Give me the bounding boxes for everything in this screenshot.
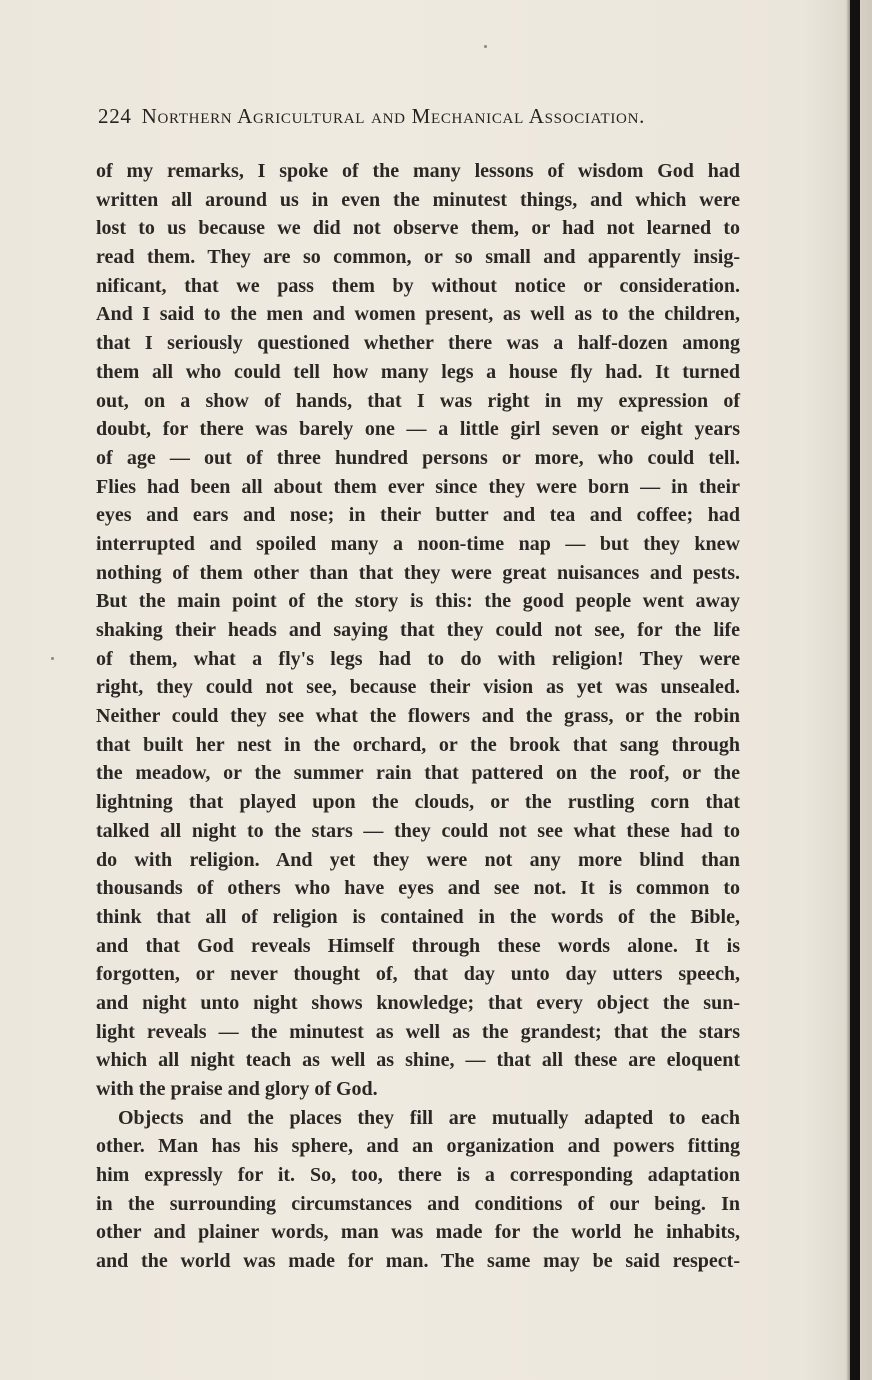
text-line: that I seriously questioned whether there was a half-dozen among [96, 332, 740, 355]
running-header [98, 102, 748, 130]
text-line: and the world was made for man. The same may be said respect- [96, 1250, 740, 1273]
text-line: that built her nest in the orchard, or the brook that sang through [96, 733, 740, 756]
text-line: of them, what a fly's legs had to do with religion! They were [96, 647, 740, 670]
running-title: Northern Agricultural and Mechanical Association. [141, 104, 646, 128]
text-line: lost to us because we did not observe them, or had not learned to [96, 217, 740, 240]
text-line: do with religion. And yet they were not any more blind than [96, 848, 740, 871]
text-line: forgotten, or never thought of, that day unto day utters speech, [96, 963, 740, 986]
text-line: them all who could tell how many legs a house fly had. It turned [96, 360, 740, 383]
text-line: of my remarks, I spoke of the many lessons of wisdom God had [96, 160, 740, 182]
text-line: written all around us in even the minutest things, and which were [96, 188, 740, 211]
text-line: interrupted and spoiled many a noon-time nap — but they knew [96, 532, 740, 555]
page-number: 224 [98, 104, 132, 128]
text-line: think that all of religion is contained in the words of the Bible, [96, 905, 740, 928]
text-line: other and plainer words, man was made for the world he inhabits, [96, 1221, 740, 1244]
text-line: and that God reveals Himself through these words alone. It is [96, 934, 740, 957]
text-line: in the surrounding circumstances and conditions of our being. In [96, 1192, 740, 1215]
text-line: the meadow, or the summer rain that pattered on the roof, or the [96, 762, 740, 785]
text-line: But the main point of the story is this: the good people went away [96, 590, 740, 613]
text-line: Neither could they see what the flowers and the grass, or the robin [96, 705, 740, 728]
text-line: doubt, for there was barely one — a little girl seven or eight years [96, 418, 740, 441]
text-line: Flies had been all about them ever since they were born — in their [96, 475, 740, 498]
text-line: lightning that played upon the clouds, or the rustling corn that [96, 791, 740, 814]
text-line: shaking their heads and saying that they could not see, for the life [96, 619, 740, 641]
text-line: nificant, that we pass them by without notice or consideration. [96, 274, 740, 297]
text-line: talked all night to the stars — they could not see what these had to [96, 819, 740, 842]
text-line: eyes and ears and nose; in their butter and tea and coffee; had [96, 504, 740, 527]
paragraph-start-line: Objects and the places they fill are mutually adapted to each [118, 1106, 740, 1129]
text-line: thousands of others who have eyes and see not. It is common to [96, 877, 740, 900]
text-line: out, on a show of hands, that I was right in my expression of [96, 389, 740, 412]
paper-speck [51, 657, 54, 660]
text-line: other. Man has his sphere, and an organization and powers fitting [96, 1135, 740, 1158]
text-line: read them. They are so common, or so small and apparently insig- [96, 246, 740, 269]
text-line: which all night teach as well as shine, — that all these are eloquent [96, 1049, 740, 1072]
text-line: of age — out of three hundred persons or more, who could tell. [96, 446, 740, 469]
text-line: nothing of them other than that they were great nuisances and pests. [96, 561, 740, 584]
text-line: light reveals — the minutest as well as the grandest; that the stars [96, 1020, 740, 1043]
text-line: And I said to the men and women present, as well as to the children, [96, 303, 740, 326]
body-text [96, 157, 740, 1276]
text-line: right, they could not see, because their vision as yet was unsealed. [96, 676, 740, 699]
paragraph-end-line: with the praise and glory of God. [96, 1078, 378, 1100]
text-line: him expressly for it. So, too, there is a corresponding adaptation [96, 1164, 740, 1187]
book-spine-edge [850, 0, 860, 1380]
text-line: and night unto night shows knowledge; that every object the sun- [96, 991, 740, 1014]
paper-speck [484, 45, 487, 48]
